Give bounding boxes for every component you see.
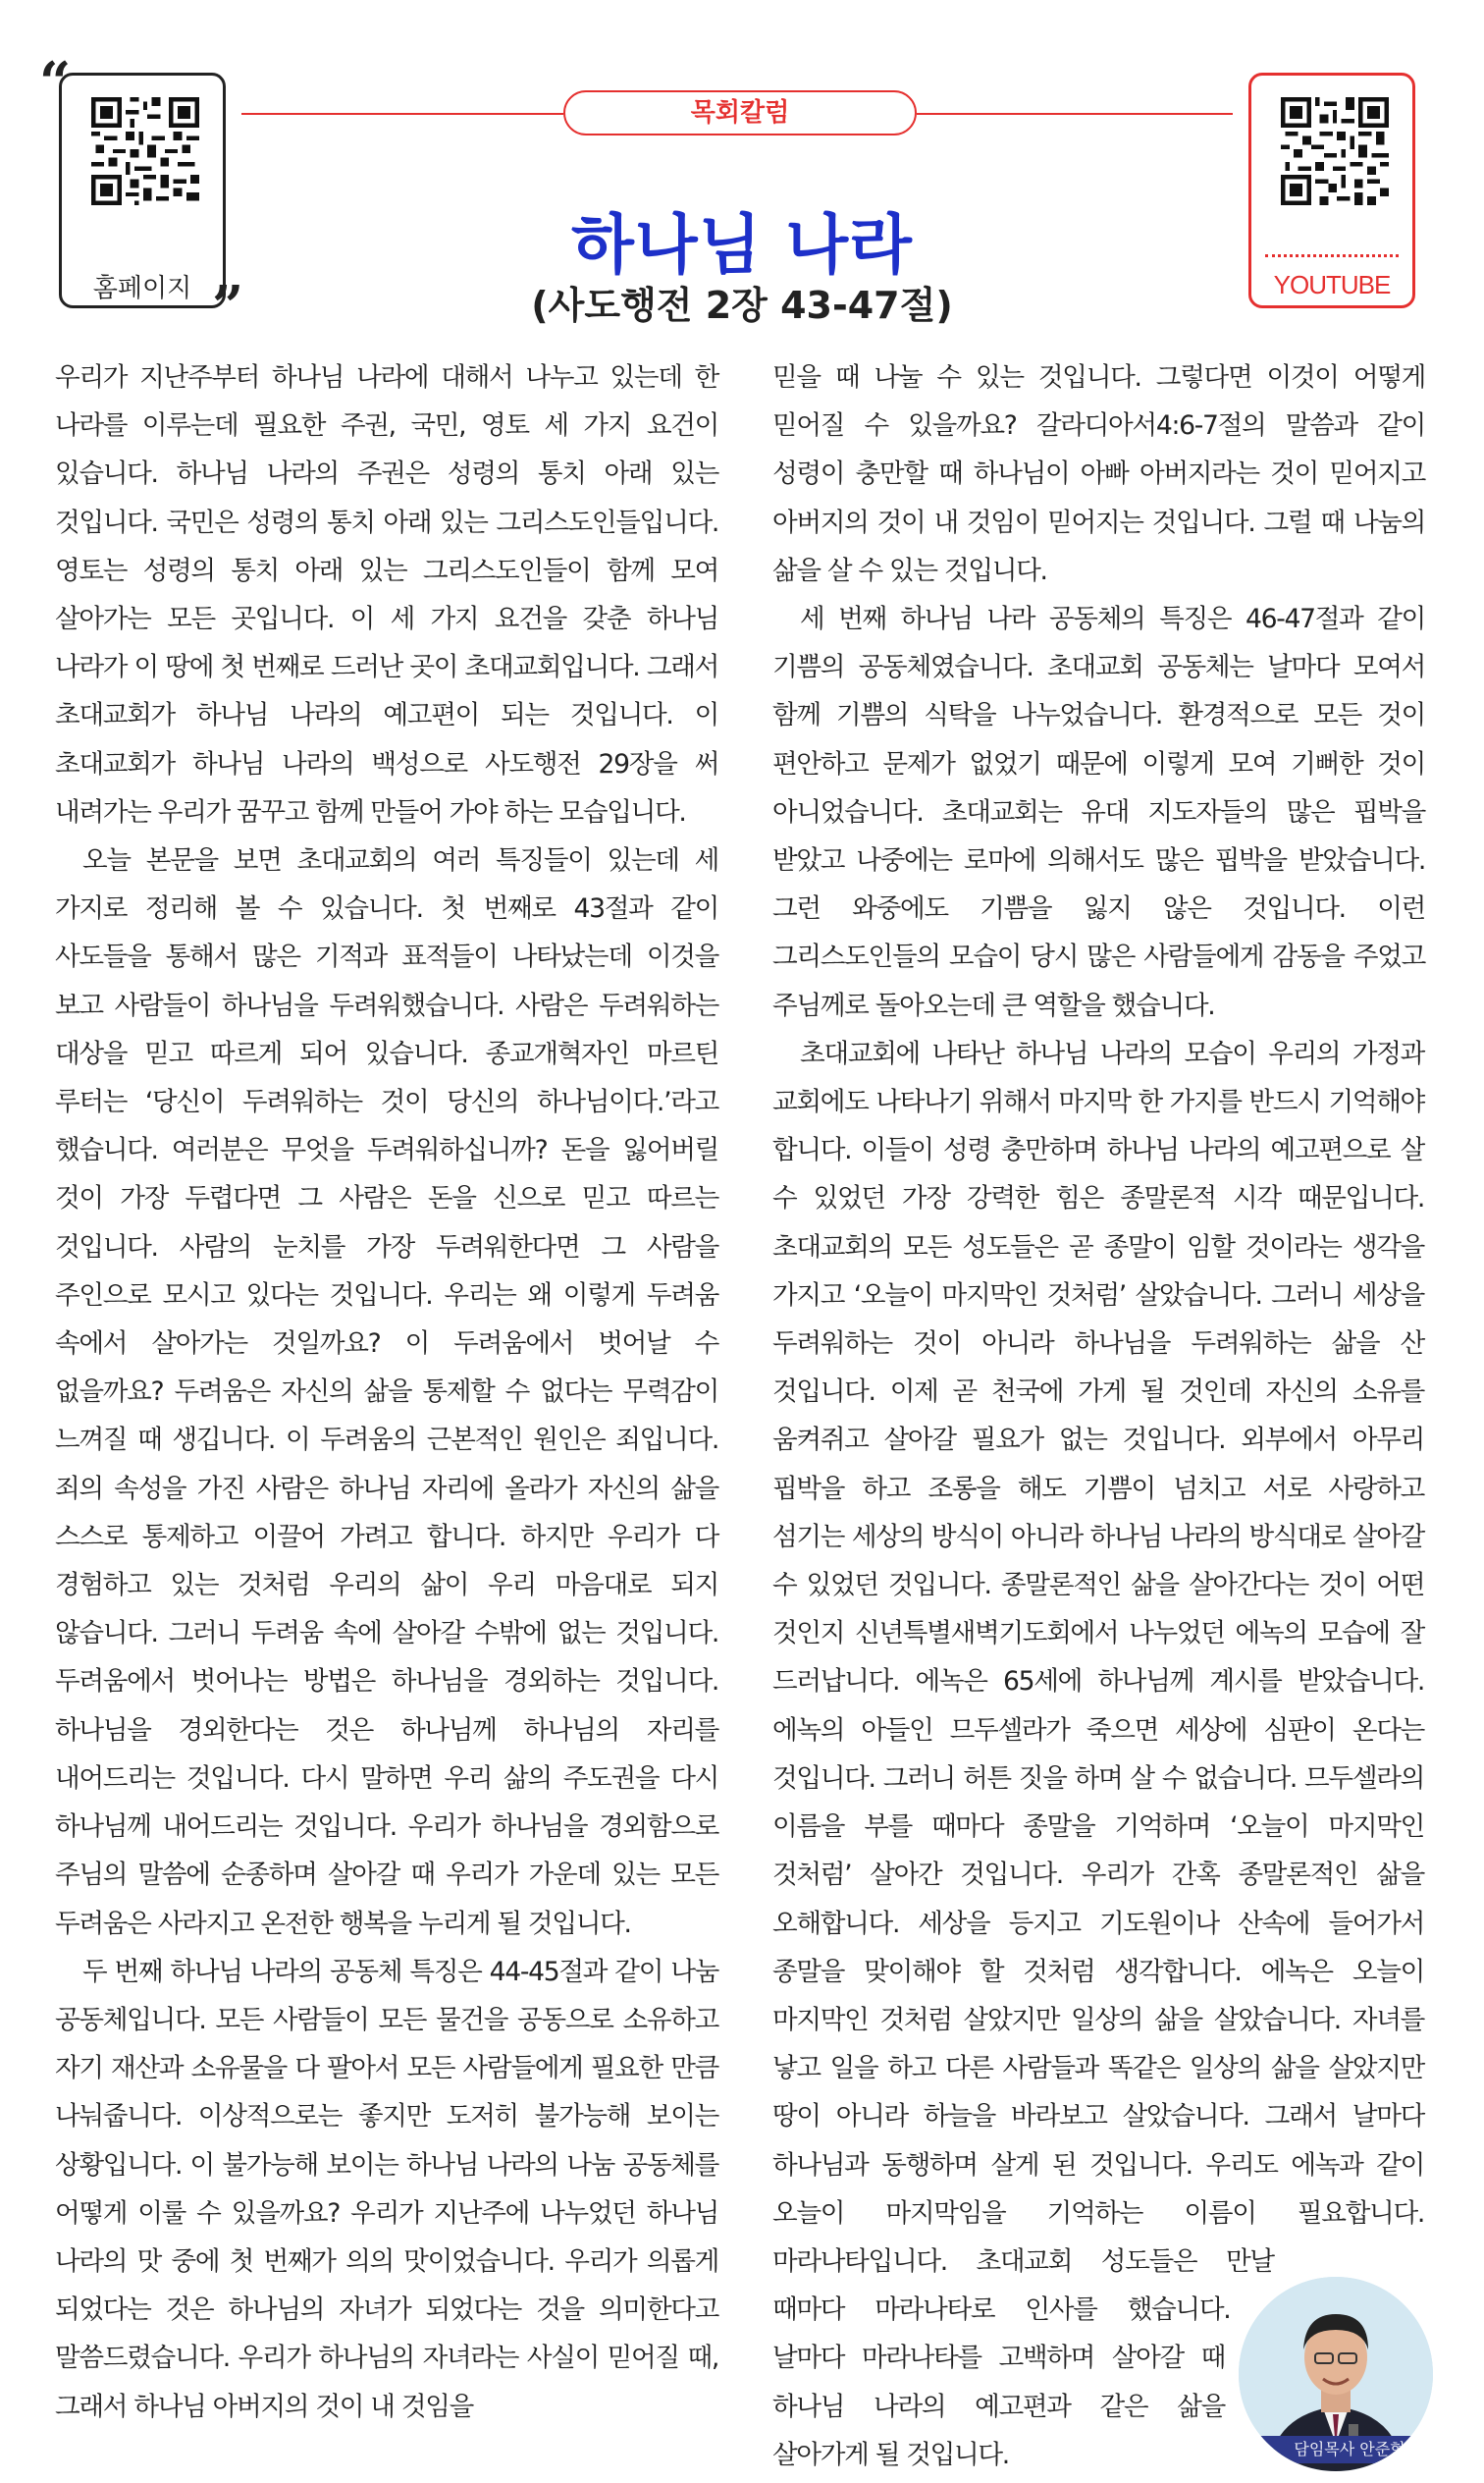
article-column-left bbox=[55, 353, 718, 2431]
paragraph-text: 초대교회에 나타난 하나님 나라의 모습이 우리의 가정과 교회에도 나타나기 위해서 마지막 한 가지를 반드시 기억해야 합니다. 이들이 성령 충만하며 하나님 나라의 예고편으로 살 수 있었던 가장 강력한 힘은 종말론적 시각 때문입니다. 초대교회의 모든 성도들은 곧 종말이 임할 것이라는 생각을 가지고 ‘오늘이 마지막인 것처럼’ 살았습니다. 그러니 세상을 두려워하는 것이 아니라 하나님을 두려워하는 삶을 산 것입니다. 이제 곧 천국에 가게 될 것인데 자신의 소유를 움켜쥐고 살아갈 필요가 없는 것입니다. 외부에서 아무리 핍박을 하고 조롱을 해도 기쁨이 넘치고 서로 사랑하고 섬기는 세상의 방식이 아니라 하나님 나라의 방식대로 살아갈 수 있었던 것입니다. 종말론적인 삶을 살아간다는 것이 어떤 것인지 신년특별새벽기도회에서 나누었던 에녹의 모습에 잘 드러납니다. 에녹은 65세에 하나님께 계시를 받았습니다. 에녹의 아들인 므두셀라가 죽으면 세상에 심판이 온다는 것입니다. 그러니 허튼 짓을 하며 살 수 없습니다. 므두셀라의 이름을 부를 때마다 종말을 기억하며 ‘오늘이 마지막인 것처럼’ 살아간 것입니다. 우리가 간혹 종말론적인 삶을 오해합니다. 세상을 등지고 기도원이나 산속에 들어가서 종말을 맞이해야 할 것처럼 생각합니다. 에녹은 오늘이 마지막인 것처럼 살았지만 일상의 삶을 살았습니다. 자녀를 낳고 일을 하고 다른 사람들과 똑같은 일상의 삶을 살았지만 땅이 아니라 하늘을 바라보고 살았습니다. 그래서 날마다 하나님과 동행하며 살게 된 것입니다. 우리도 에녹과 같이 오늘이 마지막임을 기억하는 이름이 필요합니다. 마라나타입니다. 초대교회 성도들은 만날 때마다 마라나타로 인사를 했습니다. 날마다 마라나타를 고백하며 살아갈 때 하나님 나라의 예고편과 같은 삶을 살아가게 될 것입니다. bbox=[772, 1038, 1424, 2470]
open-quote-mark: “ bbox=[39, 50, 72, 115]
pastor-name-caption: 담임목사 안준혁 bbox=[1252, 2436, 1419, 2463]
homepage-label: 홈페이지 bbox=[92, 274, 192, 303]
pastor-photo bbox=[1239, 2277, 1433, 2471]
article-column-right bbox=[772, 353, 1425, 2483]
paragraph: 세 번째 하나님 나라 공동체의 특징은 46-47절과 같이 기쁨의 공동체였습니다. 초대교회 공동체는 날마다 모여서 함께 기쁨의 식탁을 나누었습니다. 환경적으로 모든 것이 편안하고 문제가 없었기 때문에 이렇게 모여 기뻐한 것이 아니었습니다. 초대교회는 유대 지도자들의 많은 핍박을 받았고 나중에는 로마에 의해서도 많은 핍박을 받았습니다. 그런 와중에도 기쁨을 잃지 않은 것입니다. 이런 그리스도인들의 모습이 당시 많은 사람들에게 감동을 주었고 주님께로 돌아오는데 큰 역할을 했습니다. bbox=[772, 604, 1425, 1021]
header-rule-right bbox=[917, 113, 1233, 115]
paragraph bbox=[772, 1030, 1425, 2479]
homepage-qr-code[interactable] bbox=[91, 97, 199, 205]
youtube-label: YOUTUBE bbox=[1273, 270, 1391, 299]
paragraph: 오늘 본문을 보면 초대교회의 여러 특징들이 있는데 세 가지로 정리해 볼 수 있습니다. 첫 번째로 43절과 같이 사도들을 통해서 많은 기적과 표적들이 나타났는데 이것을 보고 사람들이 하나님을 두려워했습니다. 사람은 두려워하는 대상을 믿고 따르게 되어 있습니다. 종교개혁자인 마르틴 루터는 ‘당신이 두려워하는 것이 당신의 하나님이다.’라고 했습니다. 여러분은 무엇을 두려워하십니까? 돈을 잃어버릴 것이 가장 두렵다면 그 사람은 돈을 신으로 믿고 따르는 것입니다. 사람의 눈치를 가장 두려워한다면 그 사람을 주인으로 모시고 있다는 것입니다. 우리는 왜 이렇게 두려움 속에서 살아가는 것일까요? 이 두려움에서 벗어날 수 없을까요? 두려움은 자신의 삶을 통제할 수 없다는 무력감이 느껴질 때 생깁니다. 이 두려움의 근본적인 원인은 죄입니다. 죄의 속성을 가진 사람은 하나님 자리에 올라가 자신의 삶을 스스로 통제하고 이끌어 가려고 합니다. 하지만 우리가 다 경험하고 있는 것처럼 우리의 삶이 우리 마음대로 되지 않습니다. 그러니 두려움 속에 살아갈 수밖에 없는 것입니다. 두려움에서 벗어나는 방법은 하나님을 경외하는 것입니다. 하나님을 경외한다는 것은 하나님께 하나님의 자리를 내어드리는 것입니다. 다시 말하면 우리 삶의 주도권을 다시 하나님께 내어드리는 것입니다. 우리가 하나님을 경외함으로 주님의 말씀에 순종하며 살아갈 때 우리가 가운데 있는 모든 두려움은 사라지고 온전한 행복을 누리게 될 것입니다. bbox=[55, 845, 718, 1939]
page-title: 하나님 나라 bbox=[571, 207, 913, 283]
header-rule-left bbox=[241, 113, 563, 115]
photo-float-spacer bbox=[1424, 1030, 1425, 2269]
pastor-photo-wrap bbox=[1239, 2277, 1439, 2483]
paragraph: 두 번째 하나님 나라의 공동체 특징은 44-45절과 같이 나눔 공동체입니다. 모든 사람들이 모든 물건을 공동으로 소유하고 자기 재산과 소유물을 다 팔아서 모든 사람들에게 필요한 만큼 나눠줍니다. 이상적으로는 좋지만 도저히 불가능해 보이는 상황입니다. 이 불가능해 보이는 하나님 나라의 나눔 공동체를 어떻게 이룰 수 있을까요? 우리가 지난주에 나누었던 하나님 나라의 맛 중에 첫 번째가 의의 맛이었습니다. 우리가 의롭게 되었다는 것은 하나님의 자녀가 되었다는 것을 의미한다고 말씀드렸습니다. 우리가 하나님의 자녀라는 사실이 믿어질 때, 그래서 하나님 아버지의 것이 내 것임을 bbox=[55, 1956, 718, 2422]
column-category-pill: 목회칼럼 bbox=[563, 90, 917, 135]
scripture-reference: (사도행전 2장 43-47절) bbox=[531, 284, 953, 327]
youtube-qr-code[interactable] bbox=[1281, 97, 1389, 205]
close-quote-mark: ” bbox=[212, 274, 244, 339]
paragraph: 믿을 때 나눌 수 있는 것입니다. 그렇다면 이것이 어떻게 믿어질 수 있을까요? 갈라디아서4:6-7절의 말씀과 같이 성령이 충만할 때 하나님이 아빠 아버지라는 것이 믿어지고 아버지의 것이 내 것임이 믿어지는 것입니다. 그럴 때 나눔의 삶을 살 수 있는 것입니다. bbox=[772, 362, 1425, 586]
paragraph: 우리가 지난주부터 하나님 나라에 대해서 나누고 있는데 한 나라를 이루는데 필요한 주권, 국민, 영토 세 가지 요건이 있습니다. 하나님 나라의 주권은 성령의 통치 아래 있는 것입니다. 국민은 성령의 통치 아래 있는 그리스도인들입니다. 영토는 성령의 통치 아래 있는 그리스도인들이 함께 모여 살아가는 모든 곳입니다. 이 세 가지 요건을 갖춘 하나님 나라가 이 땅에 첫 번째로 드러난 곳이 초대교회입니다. 그래서 초대교회가 하나님 나라의 예고편이 되는 것입니다. 이 초대교회가 하나님 나라의 백성으로 사도행전 29장을 써 내려가는 우리가 꿈꾸고 함께 만들어 가야 하는 모습입니다. bbox=[55, 362, 718, 828]
